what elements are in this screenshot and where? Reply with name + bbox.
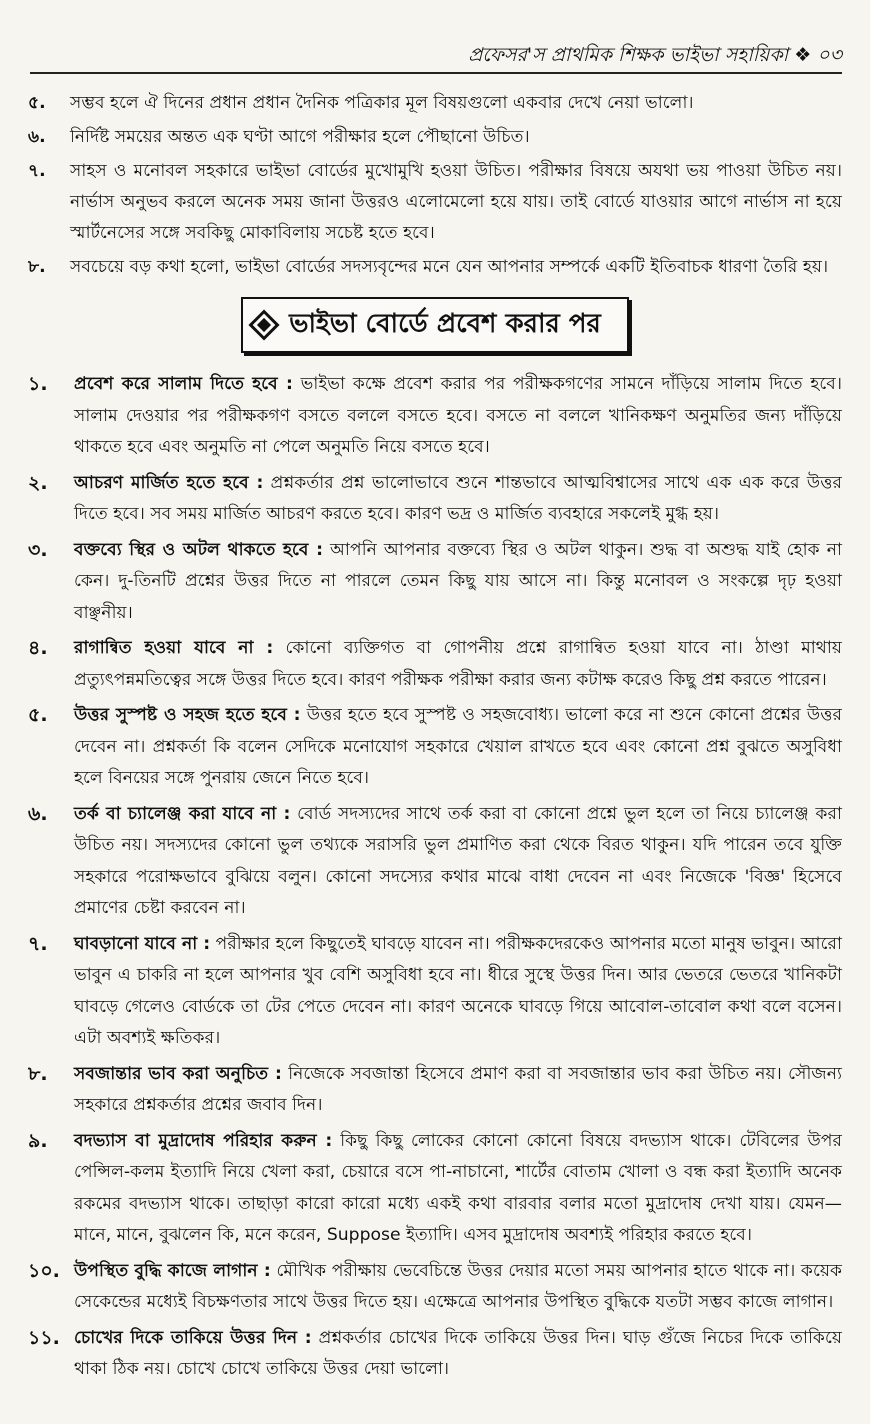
item-body: আপনি আপনার বক্তব্যে স্থির ও অটল থাকুন। শুদ্ধ বা অশুদ্ধ যাই হোক না কেন। দু-তিনটি প্রশ্নের উত্তর দিতে না পারলে তেমন কিছু যায় আসে না। কিন্তু মনোবল ও সংকল্পে দৃঢ় হওয়া বাঞ্ছনীয়। <box>74 539 842 623</box>
item-number: ১১. <box>28 1326 60 1349</box>
item-lead: উপস্থিত বুদ্ধি কাজে লাগান : <box>74 1260 271 1281</box>
list-item <box>28 799 842 925</box>
item-text <box>74 468 842 531</box>
item-body: উত্তর হতে হবে সুস্পষ্ট ও সহজবোধ্য। ভালো করে না শুনে কোনো প্রশ্নের উত্তর দেবেন না। প্রশ্নকর্তা কি বলেন সেদিকে মনোযোগ সহকারে খেয়াল রাখতে হবে এবং কোনো প্রশ্ন বুঝতে অসুবিধা হলে বিনয়ের সঙ্গে পুনরায় জেনে নিতে হবে। <box>74 705 842 788</box>
list-item <box>28 88 842 119</box>
section-heading-text: ভাইভা বোর্ডে প্রবেশ করার পর <box>289 309 601 339</box>
section-heading-wrap <box>28 297 842 353</box>
item-number: ৮. <box>28 257 46 277</box>
item-text <box>74 1126 842 1252</box>
diamond-icon <box>249 309 280 340</box>
item-number: ৫. <box>28 704 48 726</box>
item-body: ভাইভা কক্ষে প্রবেশ করার পর পরীক্ষকগণের সামনে দাঁড়িয়ে সালাম দিতে হবে। সালাম দেওয়ার পর পরীক্ষকগণ বসতে বললে বসতে হবে। বসতে না বললে খানিকক্ষণ অনুমতির জন্য দাঁড়িয়ে থাকতে হবে এবং অনুমতি না পেলে অনুমতি নিয়ে বসতে হবে। <box>74 374 843 457</box>
list-item <box>28 929 842 1055</box>
item-text <box>74 369 842 464</box>
item-lead: চোখের দিকে তাকিয়ে উত্তর দিন : <box>74 1327 312 1348</box>
item-body: মৌখিক পরীক্ষায় ভেবেচিন্তে উত্তর দেয়ার মতো সময় আপনার হাতে থাকে না। কয়েক সেকেন্ডের মধ্যেই বিচক্ষণতার সাথে উত্তর দিতে হয়। এক্ষেত্রে আপনার উপস্থিত বুদ্ধিকে যতটা সম্ভব কাজে লাগান। <box>74 1260 843 1312</box>
item-text <box>74 633 842 696</box>
item-lead: প্রবেশ করে সালাম দিতে হবে : <box>74 374 293 394</box>
item-text <box>74 1059 842 1122</box>
list-item <box>28 1323 842 1386</box>
item-text <box>74 1323 842 1386</box>
item-number: ৯. <box>28 1129 48 1152</box>
item-text <box>74 929 842 1055</box>
item-lead: তর্ক বা চ্যালেঞ্জ করা যাবে না : <box>74 803 291 824</box>
item-lead: রাগান্বিত হওয়া যাবে না : <box>74 638 274 658</box>
item-number: ২. <box>28 471 48 494</box>
page-header <box>30 38 842 74</box>
item-text: সম্ভব হলে ঐ দিনের প্রধান প্রধান দৈনিক পত্রিকার মূল বিষয়গুলো একবার দেখে নেয়া ভালো। <box>70 93 694 113</box>
list-item <box>28 252 842 283</box>
item-number: ১. <box>28 373 48 395</box>
item-lead: আচরণ মার্জিত হতে হবে : <box>74 472 264 493</box>
item-lead: বদভ্যাস বা মুদ্রাদোষ পরিহার করুন : <box>74 1130 333 1151</box>
list-item <box>28 369 842 464</box>
list-item <box>28 122 842 153</box>
item-lead: বক্তব্যে স্থির ও অটল থাকতে হবে : <box>74 539 323 560</box>
item-lead: সবজান্তার ভাব করা অনুচিত : <box>74 1063 282 1084</box>
list-item <box>28 1126 842 1252</box>
item-text: সবচেয়ে বড় কথা হলো, ভাইভা বোর্ডের সদস্যবৃন্দের মনে যেন আপনার সম্পর্কে একটি ইতিবাচক ধারণা তৈরি হয়। <box>70 257 829 277</box>
section-heading <box>241 297 629 353</box>
page-body <box>28 88 842 1390</box>
item-number: ৬. <box>28 802 48 825</box>
item-text <box>74 799 842 925</box>
item-number: ১০. <box>28 1259 60 1282</box>
list-item <box>28 1059 842 1122</box>
item-lead: ঘাবড়ানো যাবে না : <box>74 933 211 954</box>
intro-list <box>28 88 842 283</box>
item-text: নির্দিষ্ট সময়ের অন্তত এক ঘণ্টা আগে পরীক্ষার হলে পৌছানো উচিত। <box>70 127 530 147</box>
item-body: বোর্ড সদস্যদের সাথে তর্ক করা বা কোনো প্রশ্নে ভুল হলে তা নিয়ে চ্যালেঞ্জ করা উচিত নয়। সদস্যদের কোনো ভুল তথ্যকে সরাসরি ভুল প্রমাণিত করা থেকে বিরত থাকুন। যদি পারেন তবে যুক্তি সহকারে পরোক্ষভাবে বুঝিয়ে বলুন। কোনো সদস্যের কথার মাঝে বাধা দেবেন না এবং নিজেকে 'বিজ্ঞ' হিসেবে প্রমাণের চেষ্টা করবেন না। <box>74 803 842 918</box>
running-title: প্রফেসর'স প্রাথমিক শিক্ষক ভাইভা সহায়িকা ❖ ০৩ <box>468 44 842 66</box>
item-number: ৬. <box>28 127 46 147</box>
item-body: প্রশ্নকর্তার প্রশ্ন ভালোভাবে শুনে শান্তভাবে আত্মবিশ্বাসের সাথে এক এক করে উত্তর দিতে হবে। সব সময় মার্জিত আচরণ করতে হবে। কারণ ভদ্র ও মার্জিত ব্যবহারে সকলেই মুগ্ধ হয়। <box>74 472 842 524</box>
item-body: প্রশ্নকর্তার চোখের দিকে তাকিয়ে উত্তর দিন। ঘাড় গুঁজে নিচের দিকে তাকিয়ে থাকা ঠিক নয়। চোখে চোখে তাকিয়ে উত্তর দেয়া ভালো। <box>74 1327 842 1379</box>
list-item <box>28 535 842 630</box>
item-body: নিজেকে সবজান্তা হিসেবে প্রমাণ করা বা সবজান্তার ভাব করা উচিত নয়। সৌজন্য সহকারে প্রশ্নকর্তার প্রশ্নের জবাব দিন। <box>74 1063 843 1115</box>
item-number: ৮. <box>28 1062 48 1085</box>
item-number: ৫. <box>28 93 46 113</box>
item-number: ৭. <box>28 161 46 181</box>
item-text <box>74 700 842 795</box>
item-number: ৩. <box>28 538 48 561</box>
rules-list <box>28 369 842 1386</box>
list-item <box>28 156 842 249</box>
list-item <box>28 1256 842 1319</box>
item-text <box>74 1256 842 1319</box>
list-item <box>28 700 842 795</box>
list-item <box>28 468 842 531</box>
item-body: কিছু কিছু লোকের কোনো কোনো বিষয়ে বদভ্যাস থাকে। টেবিলের উপর পেন্সিল-কলম ইত্যাদি নিয়ে খেলা করা, চেয়ারে বসে পা-নাচানো, শার্টের বোতাম খোলা ও বন্ধ করা ইত্যাদি অনেক রকমের বদভ্যাস থাকে। তাছাড়া কারো কারো মধ্যে একই কথা বারবার বলার মতো মুদ্রাদোষ দেখা যায়। যেমন— মানে, মানে, বুঝলেন কি, মনে করেন, Suppose ইত্যাদি। এসব মুদ্রাদোষ অবশ্যই পরিহার করতে হবে। <box>74 1130 842 1245</box>
list-item <box>28 633 842 696</box>
item-number: ৭. <box>28 932 48 955</box>
item-text <box>74 535 842 630</box>
item-lead: উত্তর সুস্পষ্ট ও সহজ হতে হবে : <box>74 705 301 725</box>
item-body: পরীক্ষার হলে কিছুতেই ঘাবড়ে যাবেন না। পরীক্ষকদেরকেও আপনার মতো মানুষ ভাবুন। আরো ভাবুন এ চাকরি না হলে আপনার খুব বেশি অসুবিধা হবে না। ধীরে সুস্থে উত্তর দিন। আর ভেতরে ভেতরে খানিকটা ঘাবড়ে গেলেও বোর্ডকে তা টের পেতে দেবেন না। কারণ অনেকে ঘাবড়ে গিয়ে আবোল-তাবোল কথা বলে বসেন। এটা অবশ্যই ক্ষতিকর। <box>74 933 842 1048</box>
item-text: সাহস ও মনোবল সহকারে ভাইভা বোর্ডের মুখোমুখি হওয়া উচিত। পরীক্ষার বিষয়ে অযথা ভয় পাওয়া উচিত নয়। নার্ভাস অনুভব করলে অনেক সময় জানা উত্তরও এলোমেলো হয়ে যায়। তাই বোর্ডে যাওয়ার আগে নার্ভাস না হয়ে স্মার্টনেসের সঙ্গে সবকিছু মোকাবিলায় সচেষ্ট হতে হবে। <box>70 161 842 243</box>
item-number: ৪. <box>28 637 48 659</box>
item-body: কোনো ব্যক্তিগত বা গোপনীয় প্রশ্নে রাগান্বিত হওয়া যাবে না। ঠাণ্ডা মাথায় প্রত্যুৎপন্নমতিত্বের সঙ্গে উত্তর দিতে হবে। কারণ পরীক্ষক পরীক্ষা করার জন্য কটাক্ষ করেও কিছু প্রশ্ন করতে পারেন। <box>74 638 842 690</box>
